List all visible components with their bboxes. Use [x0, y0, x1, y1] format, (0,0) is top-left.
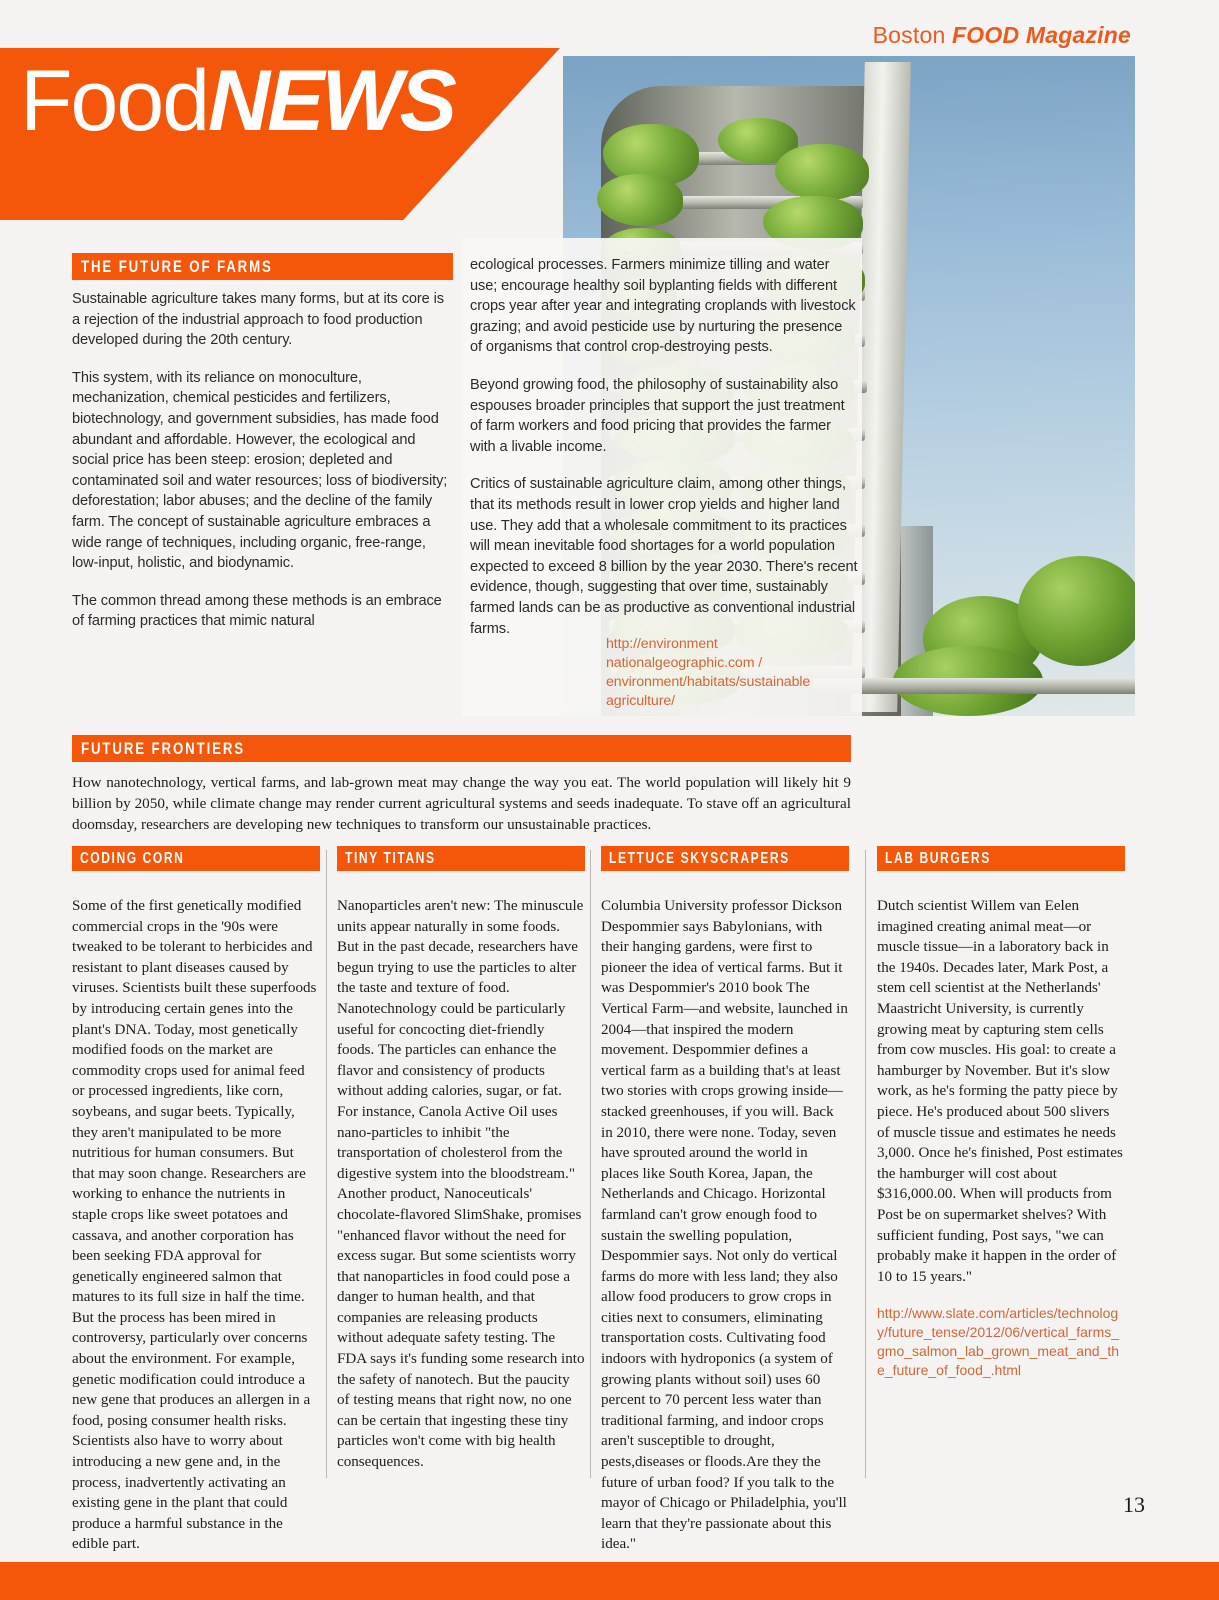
paragraph: This system, with its reliance on monoculture, mechanization, chemical pesticides and fertilizers, biotechnology, and government subsidies, has made food abundant and affordable. However, the ecological and social price has been steep: erosion; depleted and contaminated soil and water resources; loss of biodiversity; deforestation; labor abuses; and the decline of the family farm. The concept of sustainable agriculture embraces a wide range of techniques, including organic, free-range, low-input, holistic, and biodynamic. [72, 369, 448, 572]
paragraph: Nanoparticles aren't new: The minuscule units appear naturally in some foods. But in the past decade, researchers have begun trying to use the particles to alter the taste and texture of food. Nanotechnology could be particularly useful for concocting diet-friendly foods. The particles can enhance the flavor and consistency of products without adding calories, sugar, or fat. For instance, Canola Active Oil uses nano-particles to inhibit "the transportation of cholesterol from the digestive system into the bloodstream." Another product, Nanoceuticals' chocolate-flavored SlimShake, promises "enhanced flavor without the need for excess sugar. But some scientists worry that nanoparticles in food could pose a danger to human health, and that companies are releasing products without adequate safety testing. The FDA says it's funding some research into the safety of nanotech. But the paucity of testing means that right now, no one can be certain that ingesting these tiny particles won't come with big health consequences. [337, 898, 585, 1471]
column-body [877, 896, 1125, 1287]
source-url-link[interactable]: http://environment nationalgeographic.com / environment/habitats/sustainable agriculture/ [606, 636, 811, 709]
section-header-future-frontiers [72, 735, 851, 762]
column-divider [865, 850, 866, 1478]
article-column-right [470, 255, 858, 656]
future-frontiers-intro: How nanotechnology, vertical farms, and lab-grown meat may change the way you eat. The world population will likely hit 9 billion by 2050, while climate change may render current agricultural systems and seeds inadequate. To stave off an agricultural doomsday, researchers are developing new techniques to transform our unsustainable practices. [72, 774, 851, 833]
section-header-label: THE FUTURE OF FARMS [81, 256, 273, 276]
column-body [337, 896, 585, 1473]
column-header-label: LAB BURGERS [885, 849, 991, 867]
foreground-tree [1018, 556, 1135, 666]
paragraph: Critics of sustainable agriculture claim, among other things, that its methods result in lower crop yields and higher land use. They add that a wholesale commitment to its practices will mean inevitable food shortages for a world population expected to exceed 8 billion by the year 2030. There's recent evidence, though, suggesting that over time, sustainably farmed lands can be as productive as conventional industrial farms. [470, 476, 858, 637]
section-header-future-of-farms [72, 253, 453, 280]
masthead-word-food: Food [20, 53, 209, 149]
story-column-coding-corn [72, 846, 320, 1553]
paragraph: ecological processes. Farmers minimize tilling and water use; encourage healthy soil byplanting fields with different crops year after year and integrating croplands with livestock grazing; and avoid pesticide use by nurturing the presence of organisms that control crop-destroying pests. [470, 257, 856, 356]
page-number: 13 [1123, 1492, 1145, 1517]
article-column-left [72, 289, 453, 649]
column-header-bar [337, 846, 585, 871]
masthead-title [20, 53, 455, 149]
terrace-foliage [775, 144, 869, 200]
column-body [72, 896, 320, 1555]
brand-line [873, 22, 1131, 49]
story-column-tiny-titans [337, 846, 585, 1486]
paragraph: Some of the first genetically modified commercial crops in the '90s were tweaked to be tolerant to herbicides and resistant to plant diseases caused by viruses. Scientists built these superfoods by introducing certain genes into the plant's DNA. Today, most genetically modified foods on the market are commodity crops used for animal feed or processed ingredients, like corn, soybeans, and sugar beets. Typically, they aren't manipulated to be more nutritious for human consumers. But that may soon change. Researchers are working to enhance the nutrients in staple crops like sweet potatoes and cassava, and another corporation has been seeking FDA approval for genetically engineered salmon that matures to its full size in half the time. But the process has been mired in controversy, particularly over concerns about the environment. For example, genetic modification could introduce a new gene that produces an allergen in a food, posing consumer health risks. Scientists also have to worry about introducing a new gene and, in the process, inadvertently activating an existing gene in the plant that could produce a harmful substance in the edible part. [72, 898, 317, 1553]
column-header-bar [601, 846, 849, 871]
paragraph: Sustainable agriculture takes many forms, but at its core is a rejection of the industrial approach to food production developed during the 20th century. [72, 291, 444, 349]
paragraph: Beyond growing food, the philosophy of sustainability also espouses broader principles that support the just treatment of farm workers and food pricing that provides the farmer with a livable income. [470, 376, 845, 455]
column-header-label: LETTUCE SKYSCRAPERS [609, 849, 790, 867]
brand-prefix: Boston [872, 22, 953, 48]
column-header-bar [877, 846, 1125, 871]
paragraph: Dutch scientist Willem van Eelen imagined creating animal meat—or muscle tissue—in a laboratory back in the 1940s. Decades later, Mark Post, a stem cell scientist at the Netherlands' Maastricht University, is currently growing meat by capturing stem cells from cow muscles. His goal: to create a hamburger by November. But it's slow work, as he's forming the patty piece by piece. He's produced about 500 slivers of muscle tissue and estimates he needs 3,000. Once he's finished, Post estimates the hamburger will cost about $316,000.00. When will products from Post be on supermarket shelves? With sufficient funding, Post says, "we can probably make it happen in the order of 10 to 15 years." [877, 898, 1123, 1285]
paragraph: Columbia University professor Dickson Despommier says Babylonians, with their hanging gardens, were first to pioneer the idea of vertical farms. But it was Despommier's 2010 book The Vertical Farm—and website, launched in 2004—that inspired the modern movement. Despommier defines a vertical farm as a building that's at least two stories with crops growing inside—stacked greenhouses, if you will. Back in 2010, there were none. Today, seven have sprouted around the world in places like South Korea, Japan, the Netherlands and Chicago. Horizontal farmland can't grow enough food to sustain the swelling population, Despommier says. Not only do vertical farms do more with less land; they also allow food producers to grow crops in cities next to consumers, eliminating transportation costs. Cultivating food indoors with hydroponics (a system of growing plants without soil) uses 60 percent to 70 percent less water than traditional farming, and indoor crops aren't susceptible to drought, pests,diseases or floods.Are they the future of urban food? If you talk to the mayor of Chicago or Philadelphia, you'll learn that they're passionate about this idea." [601, 898, 848, 1553]
column-header-bar [72, 846, 320, 871]
masthead-word-news: NEWS [208, 53, 455, 149]
column-header-label: CODING CORN [80, 849, 185, 867]
story-column-lettuce-skyscrapers [601, 846, 849, 1553]
footer-bar [0, 1562, 1219, 1600]
terrace-foliage [597, 174, 683, 226]
story-column-lab-burgers [877, 846, 1125, 1486]
brand-emphasis: FOOD Magazine [952, 22, 1131, 48]
column-divider [326, 850, 327, 1478]
paragraph: The common thread among these methods is an embrace of farming practices that mimic natural [72, 592, 442, 630]
column-source-url-link[interactable]: http://www.slate.com/articles/technology/future_tense/2012/06/vertical_farms_gmo_salmon_lab_grown_meat_and_the_future_of_food_.html [877, 1305, 1120, 1379]
story-columns [72, 846, 1125, 1553]
column-divider [590, 850, 591, 1478]
column-body [601, 896, 849, 1555]
column-header-label: TINY TITANS [345, 849, 436, 867]
section-header-label: FUTURE FRONTIERS [81, 738, 246, 758]
